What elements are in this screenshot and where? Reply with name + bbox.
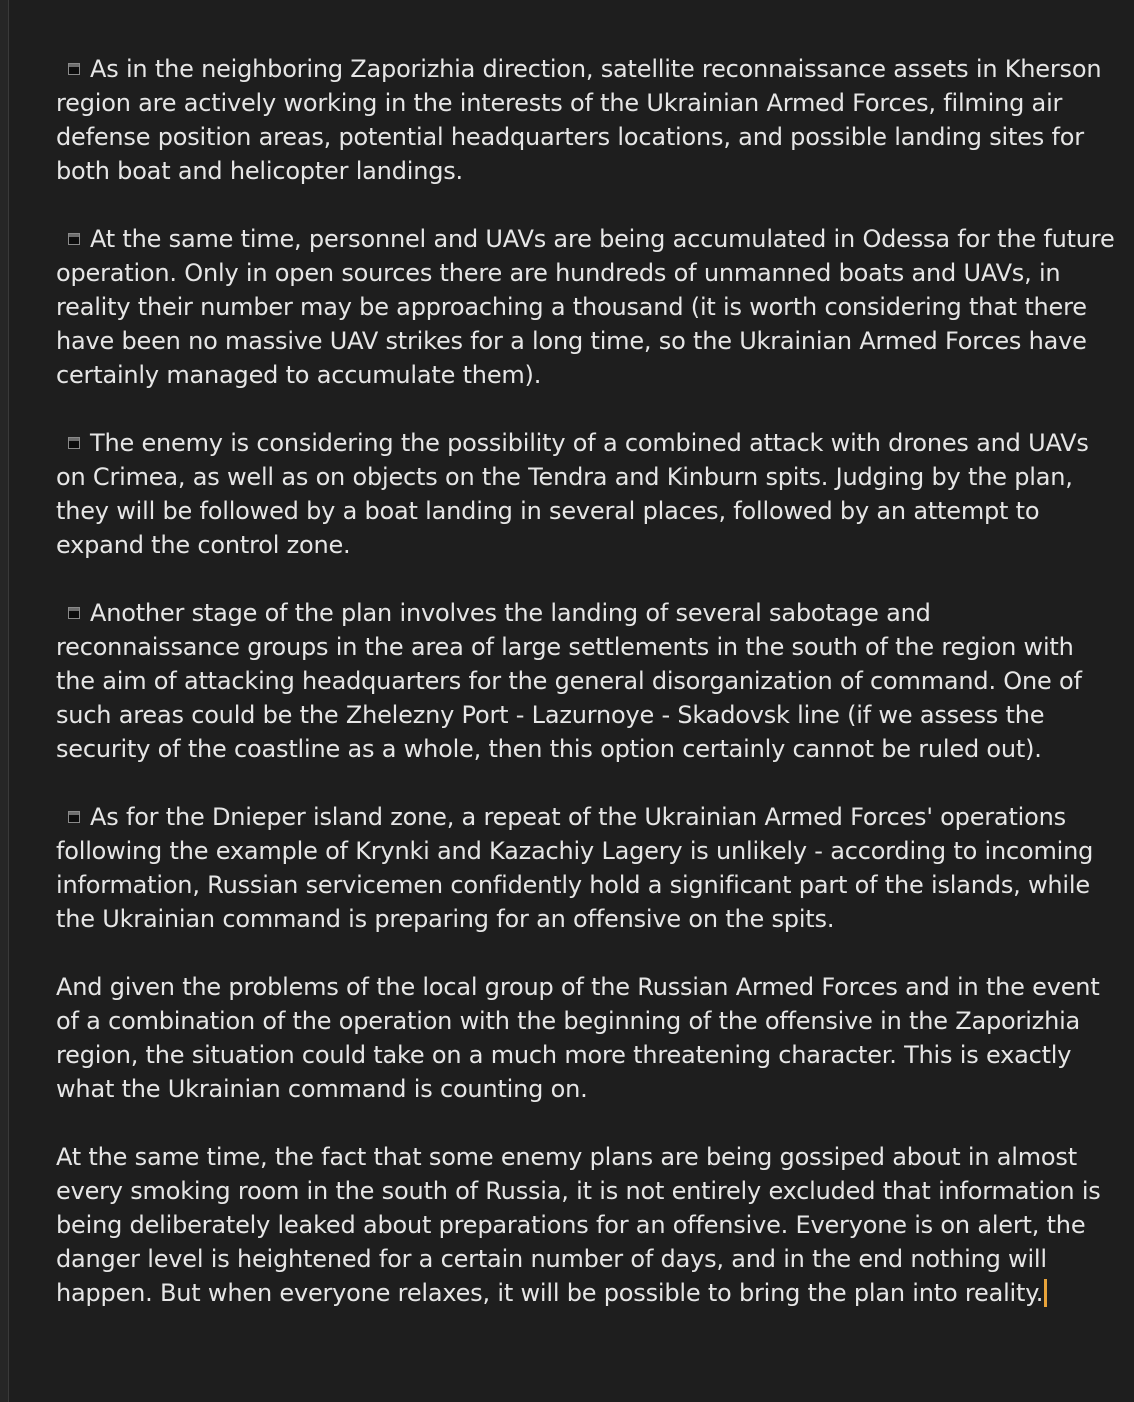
editor-gutter [0,0,9,1402]
document-text[interactable] [56,52,1116,1344]
square-bullet-icon [68,607,80,619]
paragraph-2 [56,222,1116,392]
paragraph-text: As in the neighboring Zaporizhia direction, satellite reconnaissance assets in Kherson region are actively working in the interests of the Ukrainian Armed Forces, filming air defense position areas, potential headquarters locations, and possible landing sites for both boat and helicopter landings. [56,55,1102,185]
paragraph-4 [56,596,1116,766]
paragraph-text: The enemy is considering the possibility of a combined attack with drones and UAVs on Crimea, as well as on objects on the Tendra and Kinburn spits. Judging by the plan, they will be followed by a boat landing in several places, followed by an attempt to expand the control zone. [56,429,1089,559]
paragraph-text: Another stage of the plan involves the landing of several sabotage and reconnaissance groups in the area of large settlements in the south of the region with the aim of attacking headquarters for the general disorganization of command. One of such areas could be the Zhelezny Port - Lazurnoye - Skadovsk line (if we assess the security of the coastline as a whole, then this option certainly cannot be ruled out). [56,599,1082,763]
paragraph-text: At the same time, personnel and UAVs are being accumulated in Odessa for the future operation. Only in open sources there are hundreds of unmanned boats and UAVs, in reality their number may be approaching a thousand (it is worth considering that there have been no massive UAV strikes for a long time, so the Ukrainian Armed Forces have certainly managed to accumulate them). [56,225,1115,389]
square-bullet-icon [68,811,80,823]
paragraph-3 [56,426,1116,562]
paragraph-text: As for the Dnieper island zone, a repeat of the Ukrainian Armed Forces' operations following the example of Krynki and Kazachiy Lagery is unlikely - according to incoming information, Russian servicemen confidently hold a significant part of the islands, while the Ukrainian command is preparing for an offensive on the spits. [56,803,1094,933]
paragraph-7 [56,1140,1116,1310]
square-bullet-icon [68,63,80,75]
text-cursor-caret [1044,1279,1047,1307]
paragraph-6 [56,970,1116,1106]
paragraph-text: And given the problems of the local group of the Russian Armed Forces and in the event of a combination of the operation with the beginning of the offensive in the Zaporizhia region, the situation could take on a much more threatening character. This is exactly what the Ukrainian command is counting on. [56,973,1100,1103]
paragraph-text: At the same time, the fact that some enemy plans are being gossiped about in almost every smoking room in the south of Russia, it is not entirely excluded that information is being deliberately leaked about preparations for an offensive. Everyone is on alert, the danger level is heightened for a certain number of days, and in the end nothing will happen. But when everyone relaxes, it will be possible to bring the plan into reality. [56,1143,1101,1307]
square-bullet-icon [68,233,80,245]
paragraph-1 [56,52,1116,188]
square-bullet-icon [68,437,80,449]
paragraph-5 [56,800,1116,936]
